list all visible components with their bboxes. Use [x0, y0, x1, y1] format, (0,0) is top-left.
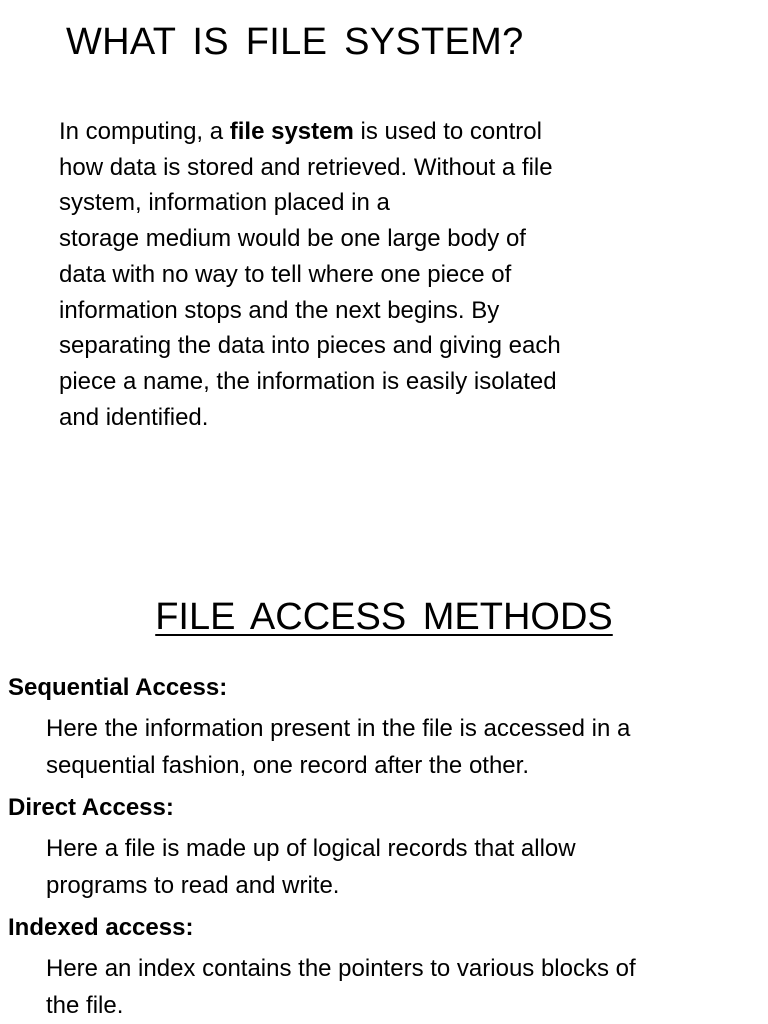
intro-paragraph	[59, 114, 649, 435]
intro-line-4: storage medium would be one large body of	[59, 225, 526, 253]
method-direct	[8, 790, 758, 904]
intro-line-1-start: In computing, a	[59, 118, 230, 145]
method-indexed-description	[46, 951, 758, 1024]
intro-line-2: how data is stored and retrieved. Without a file	[59, 153, 553, 181]
intro-line-7: separating the data into pieces and giving each	[59, 332, 561, 360]
method-sequential	[8, 670, 758, 784]
method-sequential-line-2: sequential fashion, one record after the other.	[46, 751, 529, 779]
intro-line-3: system, information placed in a	[59, 189, 390, 217]
intro-line-1-end: is used to control	[353, 118, 542, 145]
method-sequential-description	[46, 711, 758, 784]
method-direct-name: Direct Access:	[8, 794, 174, 821]
method-indexed-name: Indexed access:	[8, 914, 194, 941]
method-direct-description	[46, 831, 758, 904]
intro-bold-term: file system	[229, 118, 354, 145]
access-methods-list	[8, 670, 758, 1024]
method-indexed-line-1: Here an index contains the pointers to various blocks of	[46, 955, 636, 982]
intro-line-9: and identified.	[59, 403, 209, 431]
intro-line-6: information stops and the next begins. By	[59, 296, 500, 324]
method-sequential-name: Sequential Access:	[8, 674, 228, 701]
section-title-text: FILE ACCESS METHODS	[155, 596, 613, 638]
method-indexed-line-2: the file.	[46, 991, 124, 1019]
method-direct-line-1: Here a file is made up of logical records that allow	[46, 835, 576, 862]
page-title: WHAT IS FILE SYSTEM?	[66, 21, 524, 63]
intro-line-8: piece a name, the information is easily isolated	[59, 367, 557, 395]
intro-line-5: data with no way to tell where one piece of	[59, 260, 512, 288]
section-title	[0, 592, 768, 642]
method-sequential-line-1: Here the information present in the file is accessed in a	[46, 715, 631, 742]
intro-line-1	[59, 114, 649, 150]
method-indexed	[8, 910, 758, 1024]
method-direct-line-2: programs to read and write.	[46, 871, 340, 899]
